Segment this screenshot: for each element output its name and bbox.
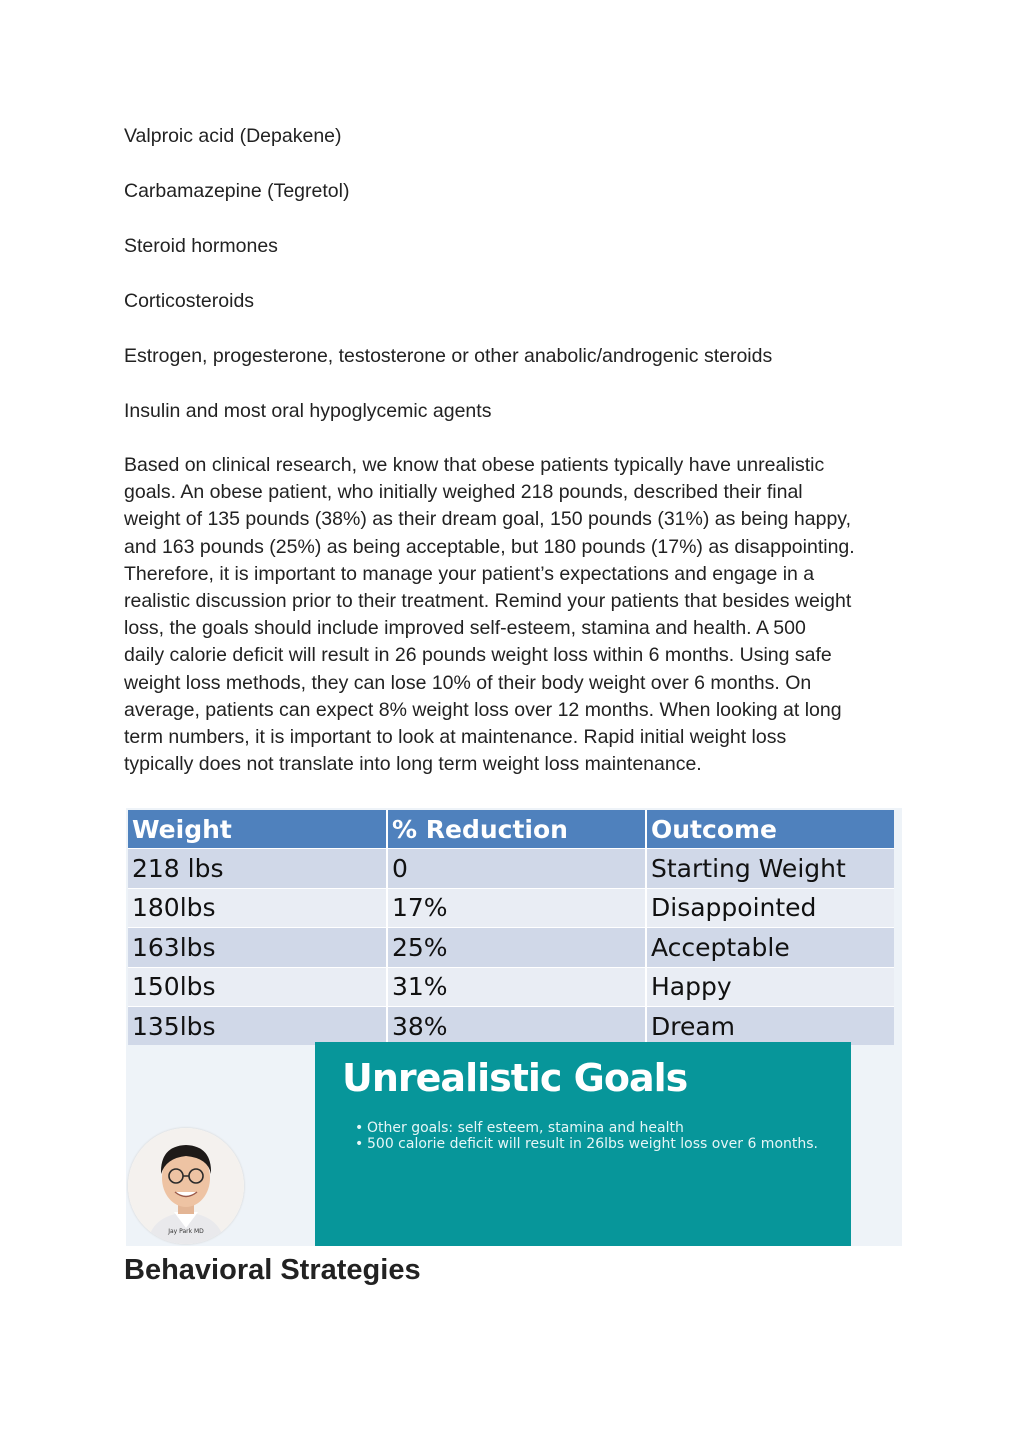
paragraph-line: goals. An obese patient, who initially weighed 218 pounds, described their final	[124, 481, 803, 504]
paragraph-line: Therefore, it is important to manage your patient’s expectations and engage in a	[124, 562, 815, 585]
cell-reduction: 31%	[387, 967, 646, 1006]
table-header-row	[128, 810, 894, 849]
drug-item-carbamazepine: Carbamazepine (Tegretol)	[124, 180, 350, 202]
table-row	[128, 1006, 894, 1045]
cell-weight: 180lbs	[128, 888, 387, 927]
cell-reduction: 0	[387, 849, 646, 888]
section-heading: Behavioral Strategies	[124, 1254, 421, 1286]
slide-bullet: • Other goals: self esteem, stamina and health	[355, 1120, 818, 1136]
drug-item-sex-steroids: Estrogen, progesterone, testosterone or other anabolic/androgenic steroids	[124, 345, 773, 367]
cell-weight: 218 lbs	[128, 849, 387, 888]
cell-outcome: Happy	[646, 967, 894, 1006]
paragraph-line: weight of 135 pounds (38%) as their dream goal, 150 pounds (31%) as being happy,	[124, 508, 852, 531]
slide-title: Unrealistic Goals	[342, 1056, 688, 1100]
cell-outcome: Disappointed	[646, 888, 894, 927]
drug-item-steroid-hormones: Steroid hormones	[124, 235, 278, 257]
slide-bullet: • 500 calorie deficit will result in 26lbs weight loss over 6 months.	[355, 1136, 818, 1152]
drug-item-valproic-acid: Valproic acid (Depakene)	[124, 125, 342, 147]
table-row	[128, 967, 894, 1006]
presenter-caption: Jay Park MD	[168, 1228, 204, 1235]
column-header-outcome: Outcome	[646, 810, 894, 849]
paragraph-line: Based on clinical research, we know that obese patients typically have unrealistic	[124, 454, 825, 476]
paragraph-line: typically does not translate into long term weight loss maintenance.	[124, 753, 702, 776]
column-header-weight: Weight	[128, 810, 387, 849]
unrealistic-goals-paragraph	[124, 452, 914, 778]
cell-weight: 163lbs	[128, 928, 387, 967]
paragraph-line: loss, the goals should include improved self-esteem, stamina and health. A 500	[124, 617, 806, 640]
drug-item-corticosteroids: Corticosteroids	[124, 290, 255, 312]
cell-outcome: Starting Weight	[646, 849, 894, 888]
paragraph-line: average, patients can expect 8% weight loss over 12 months. When looking at long	[124, 698, 842, 721]
paragraph-line: and 163 pounds (25%) as being acceptable, but 180 pounds (17%) as disappointing.	[124, 535, 855, 558]
table-row	[128, 928, 894, 967]
drug-item-insulin: Insulin and most oral hypoglycemic agents	[124, 400, 492, 422]
column-header-reduction: % Reduction	[387, 810, 646, 849]
lecture-slide-image	[126, 808, 902, 1246]
presenter-portrait-icon	[128, 1128, 244, 1244]
paragraph-line: daily calorie deficit will result in 26 pounds weight loss within 6 months. Using safe	[124, 644, 832, 667]
weight-goals-table	[128, 810, 894, 1045]
paragraph-line: term numbers, it is important to look at maintenance. Rapid initial weight loss	[124, 726, 787, 749]
cell-reduction: 25%	[387, 928, 646, 967]
slide-title-panel	[315, 1042, 851, 1246]
cell-weight: 135lbs	[128, 1006, 387, 1045]
slide-bullet-list	[355, 1120, 818, 1152]
cell-outcome: Acceptable	[646, 928, 894, 967]
paragraph-line: weight loss methods, they can lose 10% of their body weight over 6 months. On	[124, 671, 812, 694]
cell-reduction: 17%	[387, 888, 646, 927]
cell-outcome: Dream	[646, 1006, 894, 1045]
presenter-avatar	[128, 1128, 244, 1244]
table-row	[128, 849, 894, 888]
paragraph-line: realistic discussion prior to their treatment. Remind your patients that besides weight	[124, 590, 852, 613]
cell-reduction: 38%	[387, 1006, 646, 1045]
cell-weight: 150lbs	[128, 967, 387, 1006]
table-row	[128, 888, 894, 927]
